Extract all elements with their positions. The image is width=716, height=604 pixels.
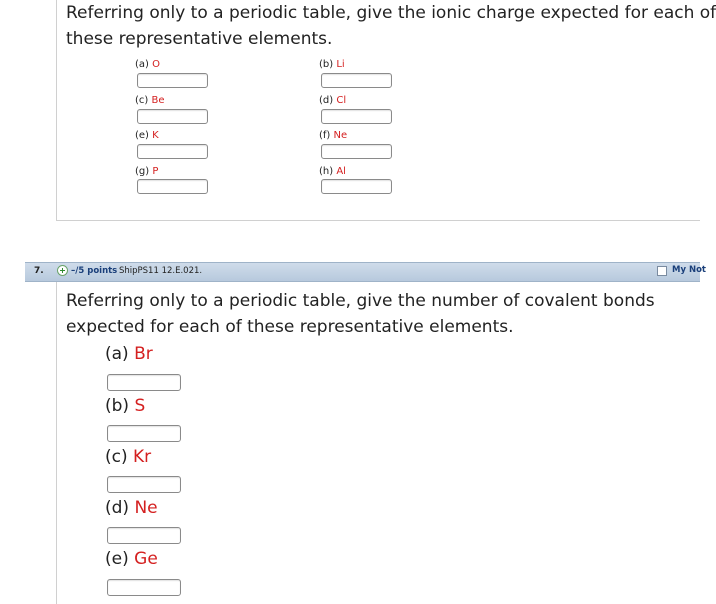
q7-label-e-element: Ge [134, 549, 158, 569]
q6-prompt-line-1: Referring only to a periodic table, give the ionic charge expected for each of [66, 3, 716, 23]
q6-answer-b-input[interactable] [321, 73, 392, 88]
q7-answer-d-input[interactable] [107, 527, 181, 544]
q7-number: 7. [34, 266, 44, 276]
my-notes-label: My Not [672, 265, 706, 275]
q7-label-a [105, 344, 153, 364]
q6-answer-g-input[interactable] [137, 179, 208, 194]
q7-answer-c-input[interactable] [107, 476, 181, 493]
q7-answer-e-input[interactable] [107, 579, 181, 596]
my-notes-checkbox[interactable] [657, 266, 667, 276]
q7-label-e-prefix: (e) [105, 549, 135, 569]
q6-label-a-element: O [152, 59, 160, 70]
q7-left-border [56, 282, 57, 604]
q6-label-h-element: Al [336, 166, 346, 177]
q7-answer-b-input[interactable] [107, 425, 181, 442]
q7-label-d-prefix: (d) [105, 498, 135, 518]
q7-prompt-line-1: Referring only to a periodic table, give the number of covalent bonds [66, 291, 655, 311]
q6-label-f [319, 130, 347, 141]
q6-prompt-line-2: these representative elements. [66, 29, 333, 49]
q6-label-f-element: Ne [333, 130, 348, 141]
q7-label-a-element: Br [134, 344, 153, 364]
q6-label-f-prefix: (f) [319, 130, 334, 141]
q7-label-e [105, 549, 158, 569]
q6-label-b-element: Li [336, 59, 345, 70]
q6-label-c-prefix: (c) [135, 95, 152, 106]
q6-label-h-prefix: (h) [319, 166, 337, 177]
q7-label-c-prefix: (c) [105, 447, 134, 467]
q6-label-b [319, 59, 345, 70]
q7-label-c-element: Kr [133, 447, 152, 467]
q6-label-d [319, 95, 346, 106]
q7-label-a-prefix: (a) [105, 344, 135, 364]
q7-prompt-line-2: expected for each of these representative elements. [66, 317, 514, 337]
q6-label-a-prefix: (a) [135, 59, 153, 70]
q6-label-g-element: P [152, 166, 159, 177]
q6-label-c-element: Be [151, 95, 165, 106]
q6-answer-c-input[interactable] [137, 109, 208, 124]
q7-label-b [105, 396, 145, 416]
q6-label-b-prefix: (b) [319, 59, 337, 70]
q6-label-e-element: K [152, 130, 159, 141]
q6-answer-e-input[interactable] [137, 144, 208, 159]
q6-label-g-prefix: (g) [135, 166, 153, 177]
q7-prompt [66, 288, 686, 340]
q6-label-d-prefix: (d) [319, 95, 337, 106]
q6-label-d-element: Cl [336, 95, 347, 106]
q7-label-c [105, 447, 151, 467]
q6-label-e-prefix: (e) [135, 130, 153, 141]
q6-label-g [135, 166, 158, 177]
q7-label-b-element: S [134, 396, 146, 416]
q6-label-a [135, 59, 160, 70]
q6-label-e [135, 130, 159, 141]
q6-answer-h-input[interactable] [321, 179, 392, 194]
q6-prompt [66, 0, 716, 52]
q6-label-c [135, 95, 165, 106]
q7-label-d-element: Ne [134, 498, 158, 518]
q6-bottom-divider [56, 220, 700, 221]
q7-points: –/5 points [71, 266, 118, 276]
q6-answer-d-input[interactable] [321, 109, 392, 124]
q7-answer-a-input[interactable] [107, 374, 181, 391]
q7-label-b-prefix: (b) [105, 396, 135, 416]
q6-label-h [319, 166, 346, 177]
q6-left-border [56, 0, 57, 221]
q6-answer-f-input[interactable] [321, 144, 392, 159]
q7-source: ShipPS11 12.E.021. [119, 266, 203, 276]
q7-label-d [105, 498, 158, 518]
q6-answer-a-input[interactable] [137, 73, 208, 88]
expand-plus-icon[interactable] [57, 265, 68, 276]
